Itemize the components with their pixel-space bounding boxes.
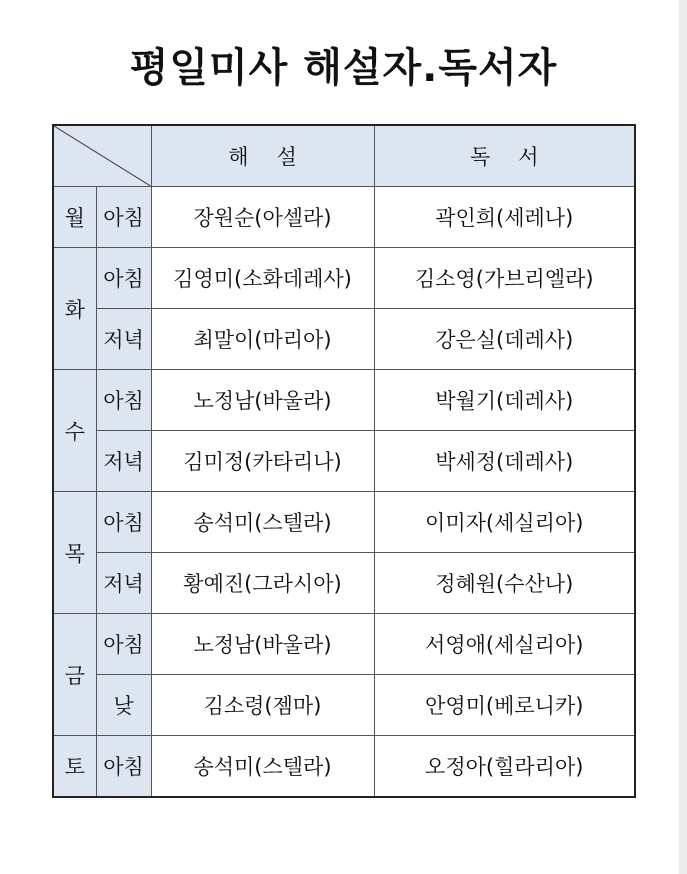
time-cell: 낮 [96,675,151,736]
schedule-table [52,124,636,798]
commentator-cell: 황예진(그라시아) [151,553,374,614]
table-row [53,736,635,798]
table-row [53,248,635,309]
time-cell: 아침 [96,614,151,675]
corner-cell [53,125,151,187]
reader-cell: 박월기(데레사) [374,370,635,431]
commentator-cell: 노정남(바울라) [151,370,374,431]
commentator-cell: 송석미(스텔라) [151,492,374,553]
table-row [53,431,635,492]
table-row [53,370,635,431]
header-reader: 독서 [374,125,635,187]
reader-cell: 곽인희(세레나) [374,187,635,248]
commentator-cell: 장원순(아셀라) [151,187,374,248]
day-cell: 수 [53,370,96,492]
time-cell: 아침 [96,370,151,431]
commentator-cell: 최말이(마리아) [151,309,374,370]
time-cell: 아침 [96,248,151,309]
day-cell: 목 [53,492,96,614]
reader-cell: 이미자(세실리아) [374,492,635,553]
day-cell: 금 [53,614,96,736]
day-cell: 화 [53,248,96,370]
table-row [53,553,635,614]
commentator-cell: 김소령(젬마) [151,675,374,736]
time-cell: 저녁 [96,309,151,370]
commentator-cell: 김영미(소화데레사) [151,248,374,309]
reader-cell: 정혜원(수산나) [374,553,635,614]
reader-cell: 안영미(베로니카) [374,675,635,736]
time-cell: 저녁 [96,431,151,492]
table-row [53,614,635,675]
table-row [53,492,635,553]
table-row [53,309,635,370]
table-row [53,675,635,736]
reader-cell: 오정아(힐라리아) [374,736,635,798]
time-cell: 아침 [96,492,151,553]
time-cell: 아침 [96,187,151,248]
page-edge [679,0,687,874]
diagonal-line [54,126,151,186]
time-cell: 아침 [96,736,151,798]
header-commentator: 해설 [151,125,374,187]
reader-cell: 서영애(세실리아) [374,614,635,675]
page-title: 평일미사 해설자.독서자 [129,45,558,91]
commentator-cell: 송석미(스텔라) [151,736,374,798]
reader-cell: 강은실(데레사) [374,309,635,370]
time-cell: 저녁 [96,553,151,614]
reader-cell: 김소영(가브리엘라) [374,248,635,309]
reader-cell: 박세정(데레사) [374,431,635,492]
header-row [53,125,635,187]
table-row [53,187,635,248]
day-cell: 토 [53,736,96,798]
commentator-cell: 노정남(바울라) [151,614,374,675]
day-cell: 월 [53,187,96,248]
commentator-cell: 김미정(카타리나) [151,431,374,492]
